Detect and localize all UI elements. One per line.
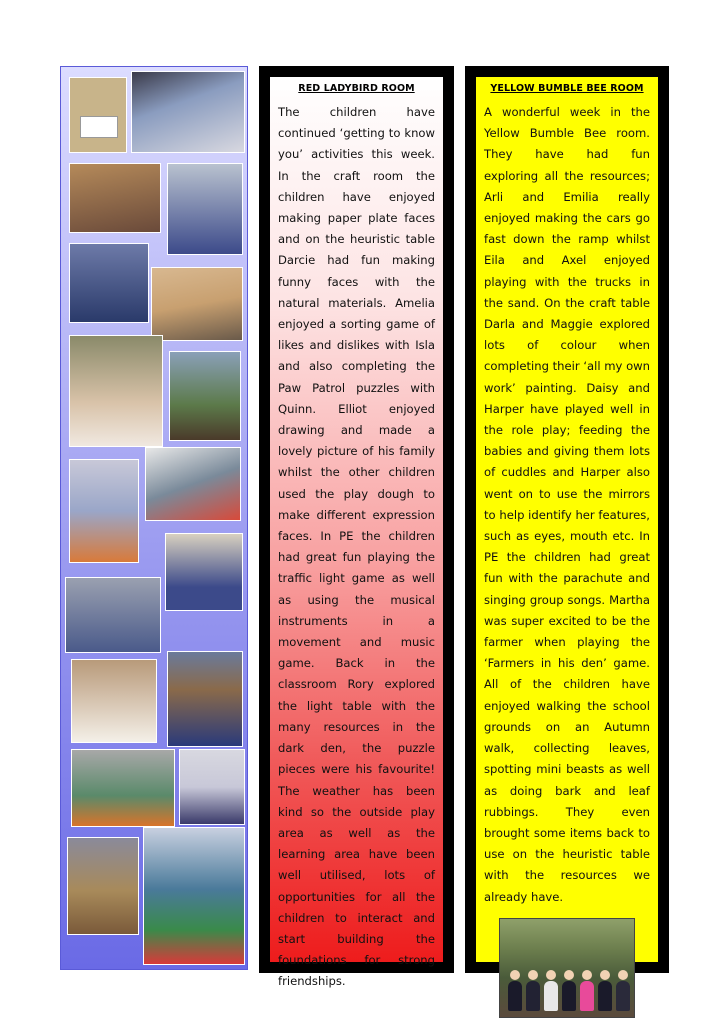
photo-children-table — [179, 749, 245, 825]
photo-child-tablet — [69, 163, 161, 233]
photo-child-hat — [167, 651, 243, 747]
child-figure — [562, 981, 576, 1011]
photo-movement-group — [65, 577, 161, 653]
yellow-bumble-bee-panel-content — [476, 77, 658, 962]
yellow-bumble-bee-title: YELLOW BUMBLE BEE ROOM — [490, 83, 644, 94]
child-figure — [580, 981, 594, 1011]
photo-two-children-play-dough — [71, 749, 175, 827]
child-figure — [508, 981, 522, 1011]
red-ladybird-body: The children have continued ‘getting to know you’ activities this week. In the craft room the children have enjoyed making paper plate faces and on the heuristic table Darcie had fun making funny faces with the natural materials. Amelia enjoyed a sorting game of likes and dislikes with Isla and also completing the Paw Patrol puzzles with Quinn. Elliot enjoyed drawing and made a lovely picture of his family whilst the other children used the play dough to make different expression faces. In PE the children had great fun playing the traffic light game as well as using the musical instruments in a movement and music game. Back in the classroom Rory explored the light table with the many resources in the dark den, the puzzle pieces were his favourite! The weather has been kind so the outside play area as well as the learning area have been well utilised, lots of opportunities for all the children to interact and start building the foundations for strong friendships. — [278, 105, 435, 989]
child-figure — [616, 981, 630, 1011]
child-figure — [526, 981, 540, 1011]
photo-children-autumn-walk — [499, 918, 635, 1018]
photo-table-activity — [131, 71, 245, 153]
red-ladybird-panel-content — [270, 77, 443, 989]
photo-play-equipment — [145, 447, 241, 521]
name-card — [80, 116, 118, 138]
red-ladybird-title: RED LADYBIRD ROOM — [298, 83, 415, 94]
yellow-bumble-bee-body: A wonderful week in the Yellow Bumble Bee room. They have had fun exploring all the resources; Arli and Emilia really enjoyed making the cars go fast down the ramp whilst Eila and Axel enjoyed playing with the trucks in the sand. On the craft table Darla and Maggie explored lots of colour when completing their ‘all my own work’ painting. Daisy and Harper have played well in the role play; feeding the babies and giving them lots of cuddles and Harper also went on to use the mirrors to help identify her features, such as eyes, mouth etc. In PE the children had great fun with the parachute and singing group songs. Martha was super excited to be the farmer when playing the ‘Farmers in his den’ game. All of the children have enjoyed walking the school grounds on an Autumn walk, collecting leaves, spotting mini beasts as well as doing bark and leaf rubbings. They even brought some items back to use on the heuristic table with the resources we already have. — [484, 105, 651, 904]
photo-child-cups — [69, 459, 139, 563]
photo-child-shelves — [151, 267, 243, 341]
photo-children-parachute — [143, 827, 245, 965]
photo-ellena-name-card — [69, 77, 127, 153]
red-ladybird-panel — [259, 66, 454, 989]
yellow-bumble-bee-panel — [465, 66, 669, 973]
photo-child-painting — [71, 659, 157, 743]
photo-collage-strip — [60, 66, 248, 970]
child-figure — [598, 981, 612, 1011]
photo-child-outdoor — [169, 351, 241, 441]
photo-child-drawing — [69, 335, 163, 447]
photo-child-sand — [67, 837, 139, 935]
child-figure — [544, 981, 558, 1011]
photo-children-standing — [167, 163, 243, 255]
photo-child-smiling — [165, 533, 243, 611]
photo-child-blocks — [69, 243, 149, 323]
